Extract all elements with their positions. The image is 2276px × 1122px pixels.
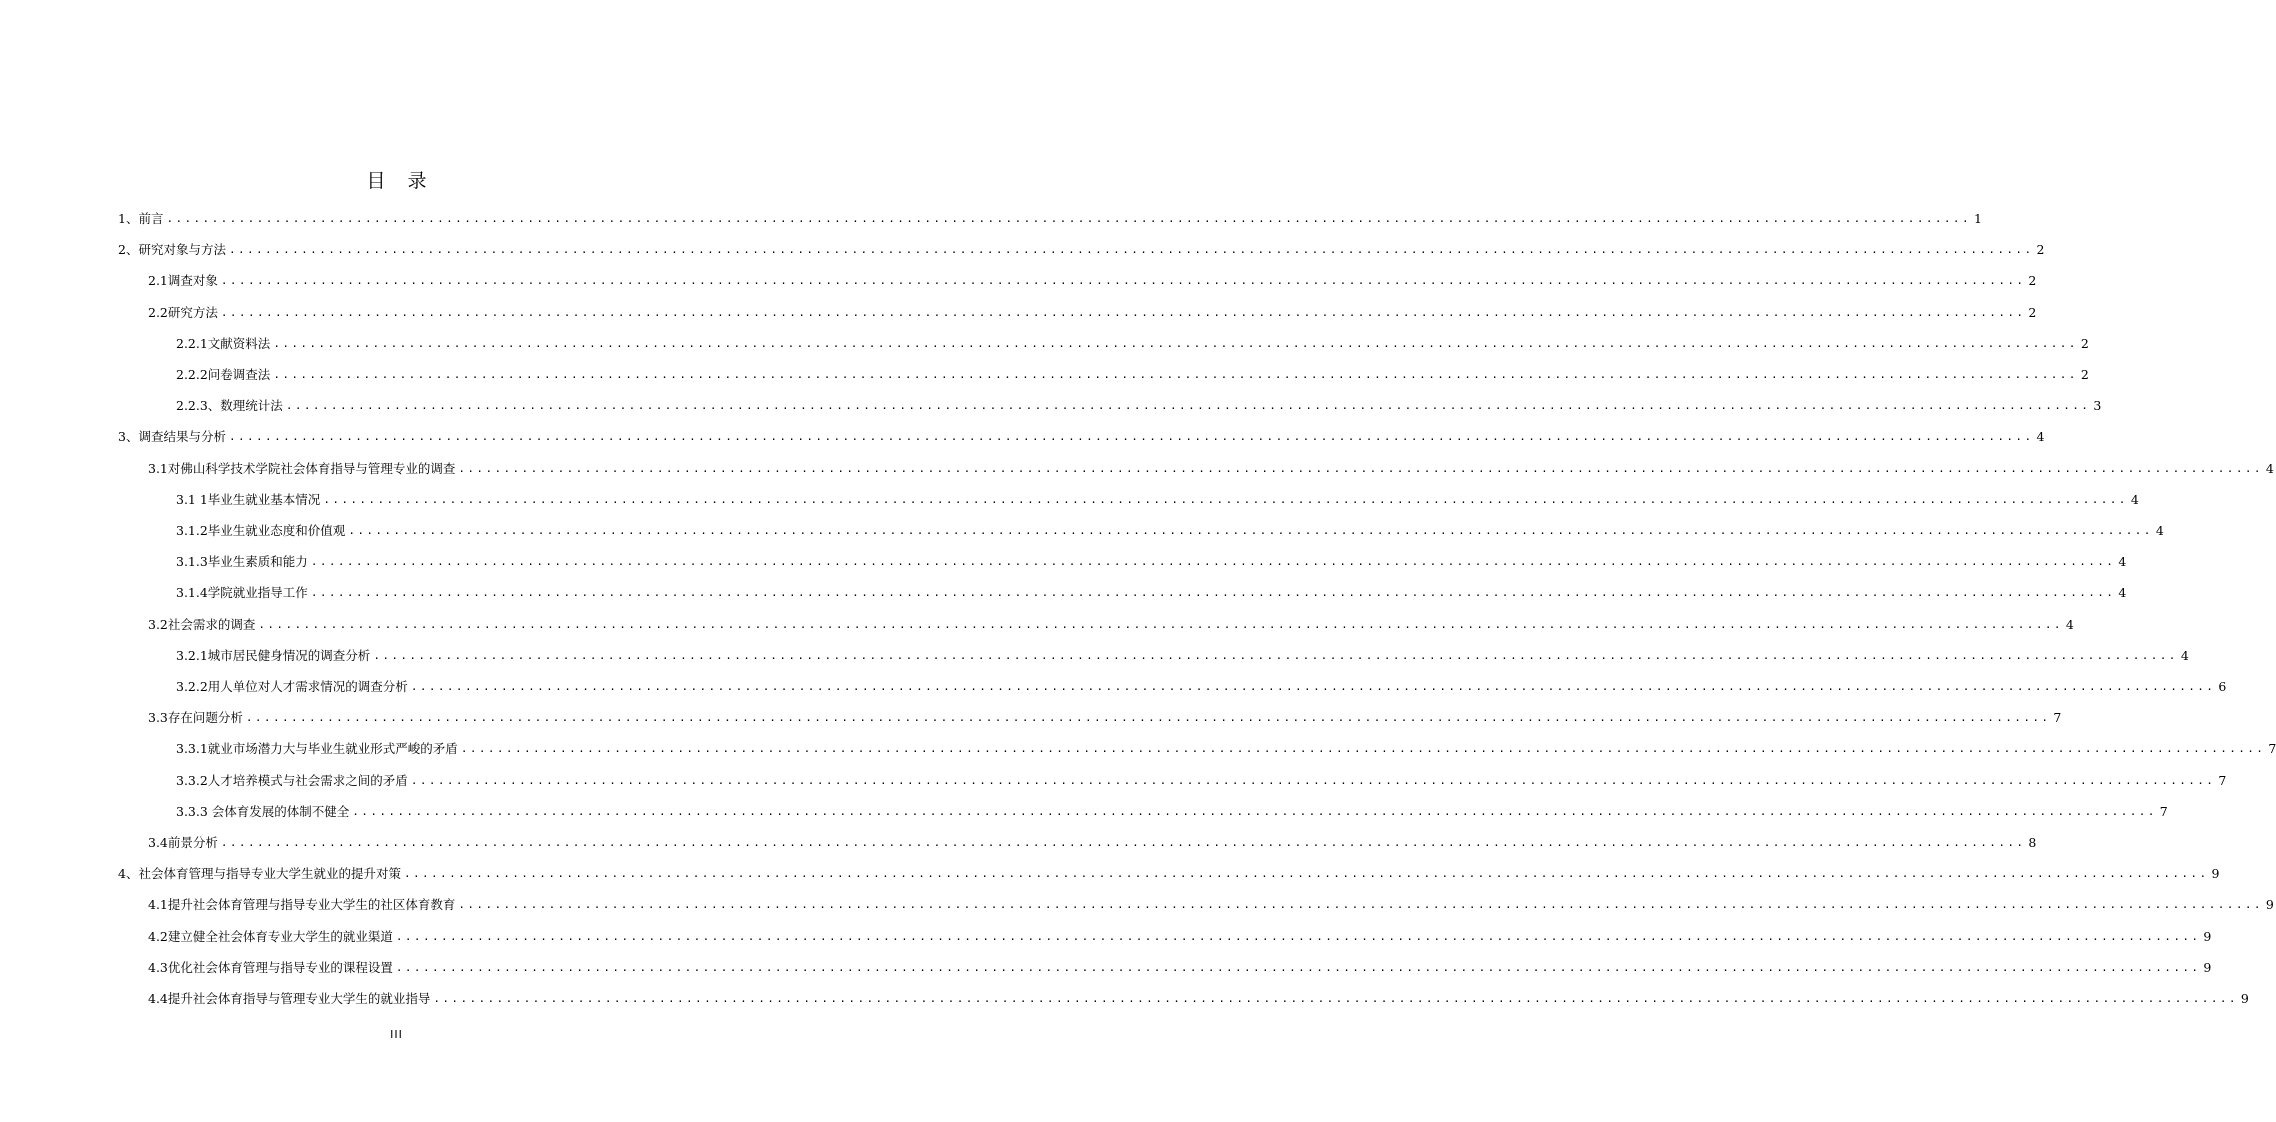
toc-entry-label: 3.3.1就业市场潜力大与毕业生就业形式严峻的矛盾	[176, 741, 458, 757]
toc-entry[interactable]	[176, 390, 2102, 414]
toc-entry-label: 3.1 1毕业生就业基本情况	[176, 491, 321, 507]
toc-entry-label: 4.1提升社会体育管理与指导专业大学生的社区体育教育	[148, 897, 456, 913]
toc-dot-leader: ........................................................................................................................................................................................................	[395, 929, 2201, 943]
toc-entry[interactable]	[176, 796, 2168, 820]
toc-dot-leader: ........................................................................................................................................................................................................	[220, 836, 2026, 849]
toc-entry-label: 2.2.1文献资料法	[176, 335, 271, 351]
toc-entry[interactable]	[176, 577, 2127, 601]
toc-entry[interactable]	[176, 765, 2227, 789]
toc-dot-leader: ........................................................................................................................................................................................................	[228, 243, 2034, 257]
toc-entry-page-number: 7	[2268, 741, 2276, 757]
toc-entry-label: 2、研究对象与方法	[118, 242, 226, 258]
toc-entry-page-number: 4	[2036, 429, 2045, 445]
toc-entry[interactable]	[148, 827, 2037, 851]
toc-entry-page-number: 2	[2080, 335, 2089, 351]
toc-dot-leader: ........................................................................................................................................................................................................	[373, 648, 2178, 662]
toc-entry[interactable]	[176, 733, 2276, 757]
toc-entry[interactable]	[148, 453, 2274, 477]
toc-entry-label: 2.2.2问卷调查法	[176, 367, 271, 382]
toc-entry-page-number: 2	[2036, 242, 2045, 258]
toc-dot-leader: ........................................................................................................................................................................................................	[273, 368, 2078, 381]
toc-dot-leader: ........................................................................................................................................................................................................	[220, 274, 2026, 288]
toc-entry-label: 3、调查结果与分析	[118, 429, 226, 445]
toc-entry-page-number: 4	[2118, 554, 2127, 570]
page-number-footer: III	[390, 1028, 403, 1041]
toc-dot-leader: ........................................................................................................................................................................................................	[410, 773, 2216, 787]
toc-dot-leader: ........................................................................................................................................................................................................	[395, 960, 2201, 974]
toc-entry-page-number: 1	[1973, 211, 1982, 226]
toc-dot-leader: ........................................................................................................................................................................................................	[285, 399, 2091, 413]
toc-entry-label: 3.3.2人才培养模式与社会需求之间的矛盾	[176, 772, 408, 788]
page-title: 目 录	[366, 170, 435, 192]
toc-entry[interactable]	[176, 328, 2089, 352]
toc-entry-label: 3.3存在问题分析	[148, 710, 243, 726]
toc-entry-page-number: 9	[2240, 991, 2249, 1006]
toc-dot-leader: ........................................................................................................................................................................................................	[323, 492, 2128, 506]
toc-entry-page-number: 2	[2028, 304, 2037, 320]
toc-entry-label: 2.2.3、数理统计法	[176, 398, 283, 414]
toc-dot-leader: ........................................................................................................................................................................................................	[310, 555, 2116, 569]
toc-dot-leader: ........................................................................................................................................................................................................	[433, 992, 2238, 1005]
toc-dot-leader: ........................................................................................................................................................................................................	[460, 742, 2266, 756]
toc-entry[interactable]	[148, 609, 2074, 633]
toc-entry[interactable]	[176, 546, 2127, 570]
toc-entry-label: 3.1.3毕业生素质和能力	[176, 554, 308, 570]
toc-entry-label: 4.2建立健全社会体育专业大学生的就业渠道	[148, 928, 393, 944]
toc-entry-page-number: 7	[2053, 710, 2062, 726]
toc-dot-leader: ........................................................................................................................................................................................................	[228, 430, 2034, 444]
toc-dot-leader: ........................................................................................................................................................................................................	[220, 305, 2026, 319]
toc-entry-label: 4.4提升社会体育指导与管理专业大学生的就业指导	[148, 991, 431, 1006]
toc-entry-label: 4.3优化社会体育管理与指导专业的课程设置	[148, 959, 393, 975]
toc-entry[interactable]	[176, 484, 2139, 508]
toc-entry[interactable]	[148, 265, 2037, 289]
toc-entry-page-number: 6	[2218, 679, 2227, 694]
toc-entry[interactable]	[148, 297, 2037, 321]
toc-entry-page-number: 2	[2080, 367, 2089, 382]
toc-entry[interactable]	[118, 858, 2220, 882]
toc-entry-label: 3.4前景分析	[148, 835, 218, 850]
toc-entry[interactable]	[176, 671, 2227, 695]
toc-dot-leader: ........................................................................................................................................................................................................	[458, 898, 2263, 912]
toc-dot-leader: ........................................................................................................................................................................................................	[403, 867, 2209, 881]
toc-entry-label: 2.1调查对象	[148, 273, 218, 289]
toc-entry[interactable]	[118, 203, 1982, 227]
toc-entry-page-number: 9	[2211, 866, 2220, 882]
toc-dot-leader: ........................................................................................................................................................................................................	[166, 212, 1971, 225]
toc-entry-page-number: 3	[2093, 398, 2102, 414]
toc-entry-page-number: 4	[2130, 491, 2139, 507]
toc-dot-leader: ........................................................................................................................................................................................................	[310, 586, 2116, 600]
toc-entry-page-number: 4	[2065, 616, 2074, 632]
toc-entry-label: 1、前言	[118, 211, 164, 226]
toc-entry-label: 3.2社会需求的调查	[148, 616, 256, 632]
toc-dot-leader: ........................................................................................................................................................................................................	[410, 680, 2216, 693]
toc-entry-page-number: 4	[2180, 647, 2189, 663]
toc-entry-page-number: 9	[2203, 928, 2212, 944]
toc-dot-leader: ........................................................................................................................................................................................................	[245, 711, 2051, 725]
toc-entry-label: 3.2.2用人单位对人才需求情况的调查分析	[176, 679, 408, 694]
toc-entry-page-number: 9	[2203, 959, 2212, 975]
toc-entry-page-number: 2	[2028, 273, 2037, 289]
toc-dot-leader: ........................................................................................................................................................................................................	[352, 804, 2157, 818]
toc-entry-label: 2.2研究方法	[148, 304, 218, 320]
toc-entry[interactable]	[176, 359, 2089, 383]
toc-dot-leader: ........................................................................................................................................................................................................	[348, 524, 2153, 537]
toc-dot-leader: ........................................................................................................................................................................................................	[258, 617, 2063, 631]
toc-entry[interactable]	[148, 983, 2249, 1007]
toc-entry-page-number: 4	[2118, 585, 2127, 601]
toc-entry[interactable]	[176, 640, 2189, 664]
toc-entry-label: 3.3.3 会体育发展的体制不健全	[176, 803, 350, 819]
toc-entry-label: 3.1.4学院就业指导工作	[176, 585, 308, 601]
toc-entry[interactable]	[148, 889, 2274, 913]
toc-entry-page-number: 4	[2155, 523, 2164, 538]
toc-entry-label: 4、社会体育管理与指导专业大学生就业的提升对策	[118, 866, 401, 882]
toc-entry[interactable]	[148, 952, 2212, 976]
toc-entry[interactable]	[148, 921, 2212, 945]
toc-entry-page-number: 4	[2265, 460, 2274, 476]
toc-entry-page-number: 7	[2218, 772, 2227, 788]
toc-entry-label: 3.1对佛山科学技术学院社会体育指导与管理专业的调查	[148, 460, 456, 476]
toc-dot-leader: ........................................................................................................................................................................................................	[273, 336, 2078, 350]
toc-entry-label: 3.2.1城市居民健身情况的调查分析	[176, 647, 371, 663]
toc-entry[interactable]	[176, 515, 2164, 539]
toc-entry[interactable]	[118, 421, 2045, 445]
toc-entry-page-number: 7	[2159, 803, 2168, 819]
toc-entry[interactable]	[118, 234, 2045, 258]
toc-entry[interactable]	[148, 702, 2062, 726]
toc-entry-page-number: 8	[2028, 835, 2037, 850]
toc-dot-leader: ........................................................................................................................................................................................................	[458, 461, 2263, 475]
toc-entry-label: 3.1.2毕业生就业态度和价值观	[176, 523, 346, 538]
toc-entry-page-number: 9	[2265, 897, 2274, 913]
